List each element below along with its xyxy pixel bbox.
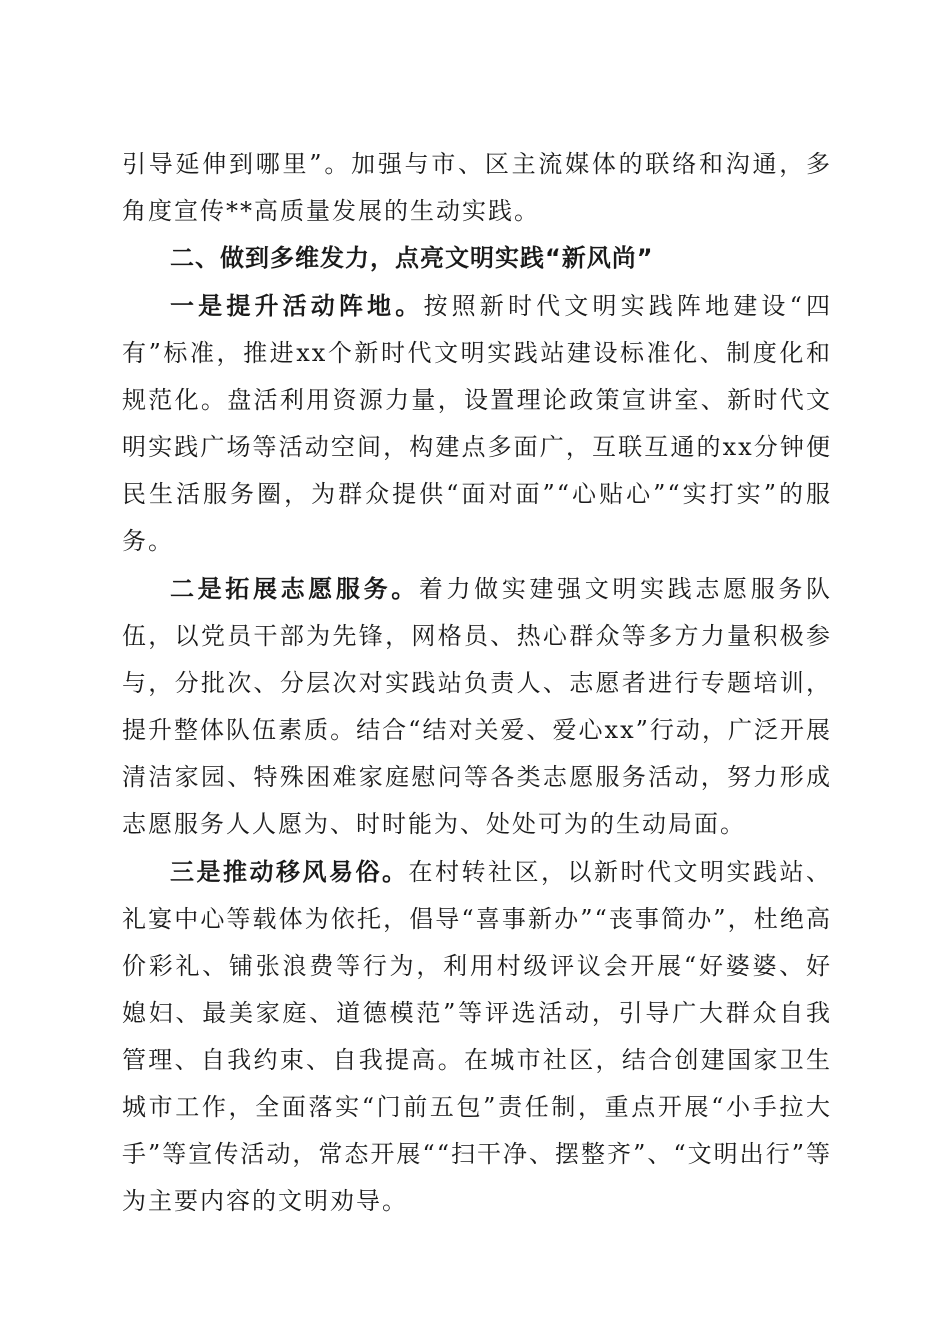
paragraph-lead: 二是拓展志愿服务。 xyxy=(170,574,419,603)
paragraph-body: 着力做实建强文明实践志愿服务队伍，以党员干部为先锋，网格员、热心群众等多方力量积极参与，分批次、分层次对实践站负责人、志愿者进行专题培训，提升整体队伍素质。结合“结对关爱、爱心xx”行动，广泛开展清洁家园、特殊困难家庭慰问等各类志愿服务活动，努力形成志愿服务人人愿为、时时能为、处处可为的生动局面。 xyxy=(122,575,833,838)
paragraph-lead: 三是推动移风易俗。 xyxy=(170,857,409,886)
paragraph-body: 在村转社区，以新时代文明实践站、礼宴中心等载体为依托，倡导“喜事新办”“丧事简办”，杜绝高价彩礼、铺张浪费等行为，利用村级评议会开展“好婆婆、好媳妇、最美家庭、道德模范”等评选活动，引导广大群众自我管理、自我约束、自我提高。在城市社区，结合创建国家卫生城市工作，全面落实“门前五包”责任制，重点开展“小手拉大手”等宣传活动，常态开展““扫干净、摆整齐”、“文明出行”等为主要内容的文明劝导。 xyxy=(122,858,832,1215)
paragraph-customs-reform xyxy=(122,848,832,1225)
paragraph-volunteer-service xyxy=(122,565,832,848)
paragraph-activity-venue xyxy=(122,282,832,565)
continuation-paragraph: 引导延伸到哪里”。加强与市、区主流媒体的联络和沟通，多角度宣传**高质量发展的生动实践。 xyxy=(122,150,832,225)
section-heading: 二、做到多维发力，点亮文明实践“新风尚” xyxy=(170,244,654,272)
document-body xyxy=(122,141,832,1225)
paragraph-body: 按照新时代文明实践阵地建设“四有”标准，推进xx个新时代文明实践站建设标准化、制度化和规范化。盘活利用资源力量，设置理论政策宣讲室、新时代文明实践广场等活动空间，构建点多面广，互联互通的xx分钟便民生活服务圈，为群众提供“面对面”“心贴心”“实打实”的服务。 xyxy=(122,292,833,555)
paragraph-lead: 一是提升活动阵地。 xyxy=(170,291,424,320)
